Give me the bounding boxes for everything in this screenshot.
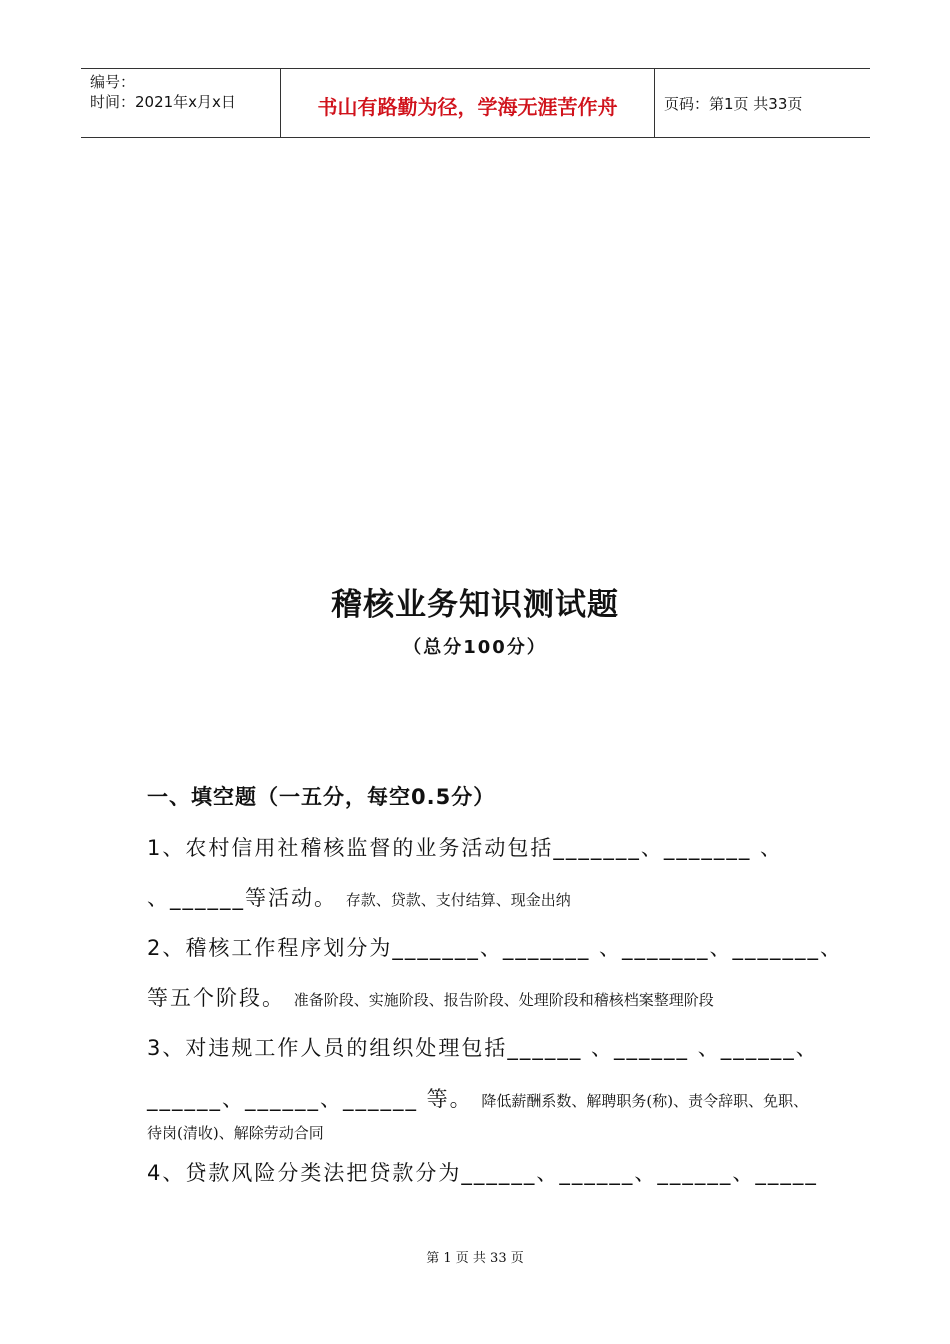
- header-left-cell: [81, 69, 281, 137]
- question-4: 4、贷款风险分类法把贷款分为______、______、______、_____: [147, 1161, 818, 1185]
- page-footer: 第 1 页 共 33 页: [426, 1251, 524, 1266]
- document-title: 稽核业务知识测试题: [331, 587, 619, 623]
- document-subtitle: （总分100分）: [403, 637, 547, 658]
- header-center-cell: [281, 69, 655, 137]
- question-3: 3、对违规工作人员的组织处理包括______ 、______ 、______、: [147, 1036, 819, 1060]
- section-heading-fill-blank: 一、填空题（一五分，每空0.5分）: [147, 785, 496, 809]
- question-2: 2、稽核工作程序划分为_______、_______ 、_______、_______、: [147, 936, 844, 960]
- motto: 书山有路勤为径，学海无涯苦作舟: [317, 95, 618, 119]
- question-1-cont-text: 、______等活动。: [147, 886, 337, 910]
- question-1: 1、农村信用社稽核监督的业务活动包括_______、_______ 、: [147, 836, 784, 860]
- question-1-continuation: [147, 882, 571, 912]
- page-info: 页码：第1页 共33页: [664, 95, 803, 113]
- number-label: 编号：: [90, 73, 136, 91]
- question-3-continuation: [147, 1083, 808, 1113]
- question-2-answer: 准备阶段、实施阶段、报告阶段、处理阶段和稽核档案整理阶段: [293, 991, 714, 1009]
- question-3-answer-cont: 待岗(清收)、解除劳动合同: [147, 1124, 324, 1142]
- header-right-cell: [655, 69, 870, 137]
- header-table: [81, 68, 870, 138]
- question-1-answer: 存款、贷款、支付结算、现金出纳: [345, 891, 571, 909]
- question-2-continuation: [147, 982, 714, 1012]
- question-3-answer: 降低薪酬系数、解聘职务(称)、责令辞职、免职、: [481, 1092, 809, 1110]
- date-label: 时间：2021年x月x日: [90, 93, 236, 111]
- question-3-cont-text: ______、______、______ 等。: [147, 1087, 473, 1111]
- question-2-cont-text: 等五个阶段。: [147, 986, 285, 1010]
